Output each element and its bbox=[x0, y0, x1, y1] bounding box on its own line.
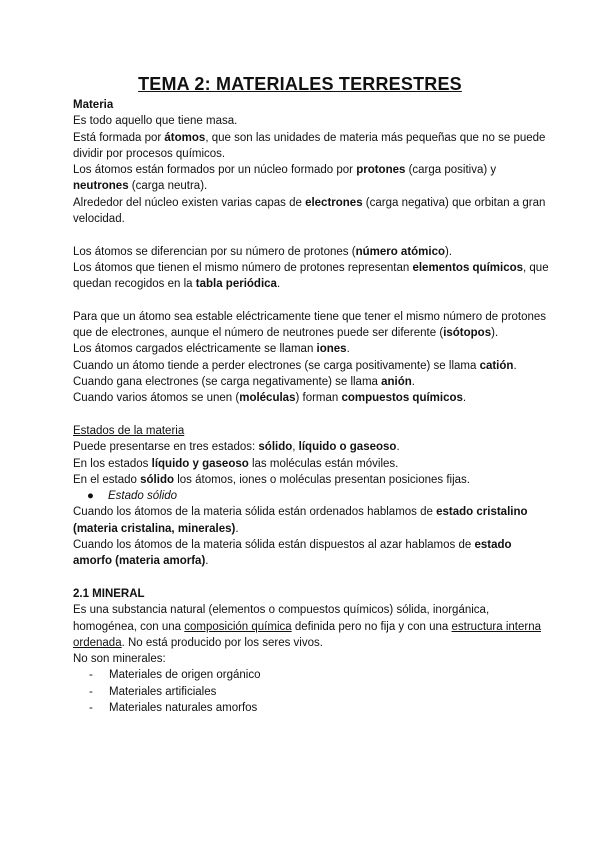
section-heading-mineral: 2.1 MINERAL bbox=[73, 587, 145, 600]
paragraph-line: No son minerales: bbox=[73, 653, 166, 666]
paragraph-line: Cuando los átomos de la materia sólida están dispuestos al azar hablamos de estado amorfo (materia amorfa). bbox=[73, 539, 512, 568]
paragraph-line: Alrededor del núcleo existen varias capas de electrones (carga negativa) que orbitan a gran velocidad. bbox=[73, 196, 546, 226]
dash-icon: - bbox=[89, 701, 93, 714]
paragraph-line: Puede presentarse en tres estados: sólido, líquido o gaseoso. bbox=[73, 441, 400, 454]
document-body bbox=[73, 97, 553, 716]
dash-icon: - bbox=[89, 685, 93, 698]
list-item: - Materiales artificiales bbox=[73, 684, 553, 700]
paragraph-line: Está formada por átomos, que son las unidades de materia más pequeñas que no se puede dividir por procesos químicos. bbox=[73, 131, 546, 160]
paragraph-line: Cuando los átomos de la materia sólida están ordenados hablamos de estado cristalino (materia cristalina, minerales). bbox=[73, 506, 528, 535]
bullet-item: ● Estado sólido bbox=[73, 488, 553, 504]
page-title: TEMA 2: MATERIALES TERRESTRES bbox=[138, 74, 462, 94]
paragraph-line: Los átomos que tienen el mismo número de protones representan elementos químicos, que quedan recogidos en la tabla periódica. bbox=[73, 261, 549, 291]
paragraph-line: En los estados líquido y gaseoso las moléculas están móviles. bbox=[73, 457, 399, 470]
section-heading-estados: Estados de la materia bbox=[73, 424, 185, 437]
dash-icon: - bbox=[89, 669, 93, 682]
paragraph-line: Los átomos se diferencian por su número de protones (número atómico). bbox=[73, 245, 453, 258]
paragraph-line: Los átomos cargados eléctricamente se llaman iones. bbox=[73, 343, 350, 356]
paragraph-line: Los átomos están formados por un núcleo formado por protones (carga positiva) y neutrones (carga neutra). bbox=[73, 164, 497, 193]
list-item: - Materiales de origen orgánico bbox=[73, 667, 553, 683]
bullet-icon: ● bbox=[87, 490, 94, 503]
paragraph-line: Es todo aquello que tiene masa. bbox=[73, 115, 238, 128]
paragraph-line: Es una substancia natural (elementos o compuestos químicos) sólida, inorgánica, homogénea, con una composición química definida pero no fija y con una estructura interna ordenada. No está producido por los seres vivos. bbox=[73, 604, 541, 649]
list-item: - Materiales naturales amorfos bbox=[73, 700, 553, 716]
paragraph-line: Cuando gana electrones (se carga negativamente) se llama anión. bbox=[73, 376, 415, 389]
paragraph-line: Cuando un átomo tiende a perder electrones (se carga positivamente) se llama catión. bbox=[73, 359, 517, 372]
section-heading-materia: Materia bbox=[73, 99, 114, 111]
paragraph-line: En el estado sólido los átomos, iones o moléculas presentan posiciones fijas. bbox=[73, 473, 470, 486]
paragraph-line: Cuando varios átomos se unen (moléculas) forman compuestos químicos. bbox=[73, 392, 467, 405]
paragraph-line: Para que un átomo sea estable eléctricamente tiene que tener el mismo número de protones que de electrones, aunque el número de neutrones puede ser diferente (isótopos). bbox=[73, 310, 547, 340]
